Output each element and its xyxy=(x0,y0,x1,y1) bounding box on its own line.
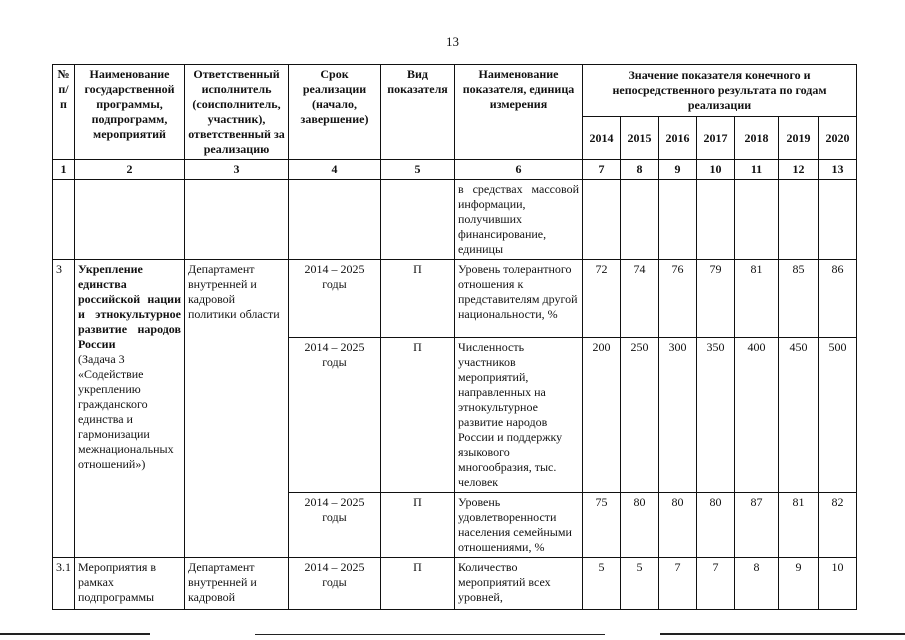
value-cell: 250 xyxy=(621,338,659,493)
header-year: 2020 xyxy=(819,117,857,160)
value-cell: 80 xyxy=(621,493,659,558)
column-number: 8 xyxy=(621,160,659,180)
table-row-item3-indicator-1 xyxy=(53,260,857,338)
column-number: 13 xyxy=(819,160,857,180)
column-number: 3 xyxy=(185,160,289,180)
header-period: Срок реализации (начало, завершение) xyxy=(289,65,381,160)
responsible-cell: Департамент внутренней и кадровой xyxy=(185,558,289,610)
indicator-type: П xyxy=(381,338,455,493)
header-year: 2015 xyxy=(621,117,659,160)
column-number: 11 xyxy=(735,160,779,180)
program-name-cell xyxy=(75,260,185,558)
value-cell: 10 xyxy=(819,558,857,610)
period: 2014 – 2025 годы xyxy=(289,338,381,493)
program-name-task: (Задача 3 «Содействие укреплению гражданского единства и гармонизации межнациональных отношений») xyxy=(78,352,174,471)
header-year: 2019 xyxy=(779,117,819,160)
indicator-type: П xyxy=(381,493,455,558)
value-cell: 82 xyxy=(819,493,857,558)
value-cell: 7 xyxy=(659,558,697,610)
column-numbers-row xyxy=(53,160,857,180)
column-number: 6 xyxy=(455,160,583,180)
indicators-table xyxy=(52,64,857,610)
value-cell: 85 xyxy=(779,260,819,338)
period: 2014 – 2025 годы xyxy=(289,558,381,610)
column-number: 7 xyxy=(583,160,621,180)
value-cell: 9 xyxy=(779,558,819,610)
column-number: 10 xyxy=(697,160,735,180)
responsible-cell: Департамент внутренней и кадровой политики области xyxy=(185,260,289,558)
value-cell: 75 xyxy=(583,493,621,558)
indicator-type: П xyxy=(381,558,455,610)
value-cell: 81 xyxy=(735,260,779,338)
value-cell: 87 xyxy=(735,493,779,558)
value-cell: 7 xyxy=(697,558,735,610)
table-row-continuation xyxy=(53,180,857,260)
column-number: 5 xyxy=(381,160,455,180)
value-cell: 200 xyxy=(583,338,621,493)
column-number: 12 xyxy=(779,160,819,180)
header-indicator-type: Вид показателя xyxy=(381,65,455,160)
value-cell: 76 xyxy=(659,260,697,338)
page-number: 13 xyxy=(446,34,459,49)
value-cell: 5 xyxy=(583,558,621,610)
header-year: 2016 xyxy=(659,117,697,160)
scan-artifact-line xyxy=(0,633,150,635)
header-year: 2017 xyxy=(697,117,735,160)
value-cell: 72 xyxy=(583,260,621,338)
value-cell: 350 xyxy=(697,338,735,493)
header-values-group: Значение показателя конечного и непосредственного результата по годам реализации xyxy=(583,65,857,117)
header-num: № п/п xyxy=(53,65,75,160)
value-cell: 80 xyxy=(659,493,697,558)
value-cell: 300 xyxy=(659,338,697,493)
header-year: 2014 xyxy=(583,117,621,160)
value-cell: 450 xyxy=(779,338,819,493)
value-cell: 79 xyxy=(697,260,735,338)
header-year: 2018 xyxy=(735,117,779,160)
value-cell: 400 xyxy=(735,338,779,493)
row-num: 3 xyxy=(53,260,75,558)
indicator-name: в средствах массовой информации, получивших финансирование, единицы xyxy=(455,180,583,260)
header-row-1 xyxy=(53,65,857,117)
value-cell: 74 xyxy=(621,260,659,338)
value-cell: 86 xyxy=(819,260,857,338)
scan-artifact-line xyxy=(255,634,605,635)
table-row-item31 xyxy=(53,558,857,610)
scan-artifact-line xyxy=(660,633,905,635)
header-program-name: Наименование государственной программы, подпрограмм, мероприятий xyxy=(75,65,185,160)
column-number: 4 xyxy=(289,160,381,180)
column-number: 9 xyxy=(659,160,697,180)
row-num: 3.1 xyxy=(53,558,75,610)
value-cell: 500 xyxy=(819,338,857,493)
column-number: 1 xyxy=(53,160,75,180)
value-cell: 8 xyxy=(735,558,779,610)
column-number: 2 xyxy=(75,160,185,180)
value-cell: 81 xyxy=(779,493,819,558)
period: 2014 – 2025 годы xyxy=(289,493,381,558)
header-responsible: Ответственный исполнитель (соисполнитель, участник), ответственный за реализацию xyxy=(185,65,289,160)
indicator-name: Количество мероприятий всех уровней, xyxy=(455,558,583,610)
value-cell: 80 xyxy=(697,493,735,558)
header-indicator-name: Наименование показателя, единица измерения xyxy=(455,65,583,160)
indicator-name: Уровень толерантного отношения к представителям другой национальности, % xyxy=(455,260,583,338)
program-name-main: Укрепление единства российской нации и этнокультурное развитие народов России xyxy=(78,262,181,351)
indicator-name: Уровень удовлетворенности населения семейными отношениями, % xyxy=(455,493,583,558)
indicator-type: П xyxy=(381,260,455,338)
value-cell: 5 xyxy=(621,558,659,610)
period: 2014 – 2025 годы xyxy=(289,260,381,338)
program-name-cell: Мероприятия в рамках подпрограммы xyxy=(75,558,185,610)
indicator-name: Численность участников мероприятий, направленных на этнокультурное развитие народов России и поддержку языкового многообразия, тыс. человек xyxy=(455,338,583,493)
